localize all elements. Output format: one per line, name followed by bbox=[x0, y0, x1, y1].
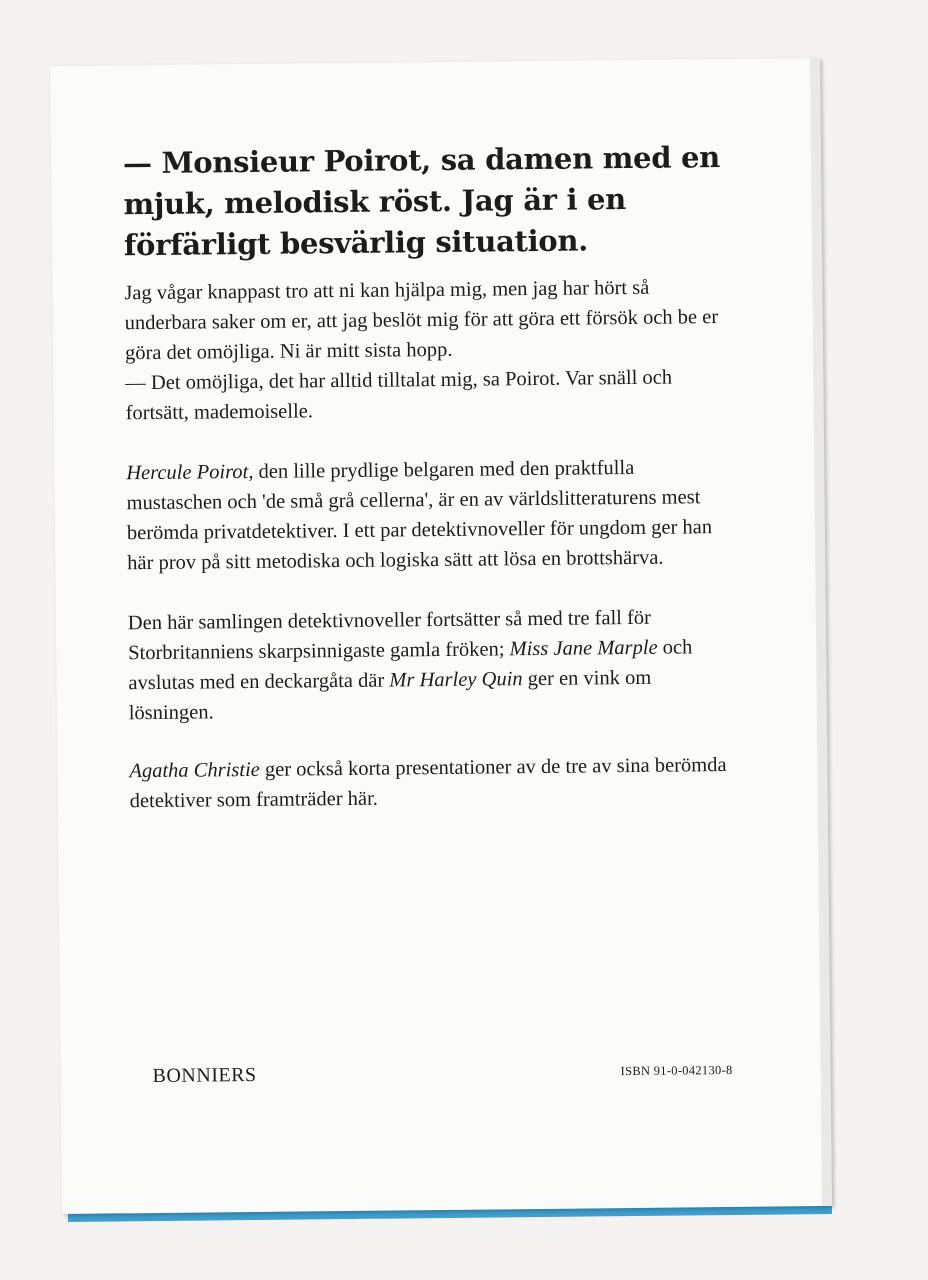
book-back-cover bbox=[50, 58, 832, 1214]
blurb-paragraph-3 bbox=[128, 602, 729, 728]
blurb bbox=[123, 137, 730, 816]
cover-footer bbox=[152, 1059, 733, 1088]
collection-text-2: och avslutas med en deckargåta där bbox=[128, 636, 693, 695]
author-description: ger också korta presentationer av de tre av sina berömda detektiver som framträder här. bbox=[129, 754, 727, 813]
poirot-description: den lille prydlige belgaren med den praktfulla mustaschen och 'de små grå cellerna', är en av världslitteraturens mest berömda privatdetektiver. I ett par detektivnoveller för ungdom ger han här prov på sitt metodiska och logiska sätt att lösa en brottshärva. bbox=[126, 456, 713, 575]
marple-name: Miss Jane Marple bbox=[509, 636, 658, 661]
blurb-paragraph-4 bbox=[129, 750, 730, 816]
quin-name: Mr Harley Quin bbox=[389, 668, 523, 692]
blurb-paragraph-1-line-2: — Det omöjliga, det har alltid tilltalat mig, sa Poirot. Var snäll och fortsätt, mademoiselle. bbox=[125, 366, 673, 425]
blurb-paragraph-1 bbox=[124, 272, 726, 428]
author-name: Agatha Christie bbox=[129, 758, 260, 783]
collection-text-1: Den här samlingen detektivnoveller fortsätter så med tre fall för Storbritanniens skarpsinnigaste gamla fröken; bbox=[127, 606, 652, 665]
blurb-paragraph-1-line-1: Jag vågar knappast tro att ni kan hjälpa mig, men jag har hört så underbara saker om er, att jag beslöt mig för att göra ett försök och be er göra det omöjliga. Ni är mitt sista hopp. bbox=[124, 276, 719, 365]
isbn-number: ISBN 91-0-042130-8 bbox=[620, 1062, 733, 1079]
lead-quote: — Monsieur Poirot, sa damen med en mjuk, melodisk röst. Jag är i en förfärligt besvärlig situation. bbox=[122, 140, 721, 263]
poirot-name: Hercule Poirot, bbox=[126, 460, 254, 485]
collection-text-3: ger en vink om lösningen. bbox=[128, 666, 652, 725]
publisher-name: BONNIERS bbox=[152, 1063, 257, 1088]
blurb-paragraph-2 bbox=[126, 452, 727, 578]
